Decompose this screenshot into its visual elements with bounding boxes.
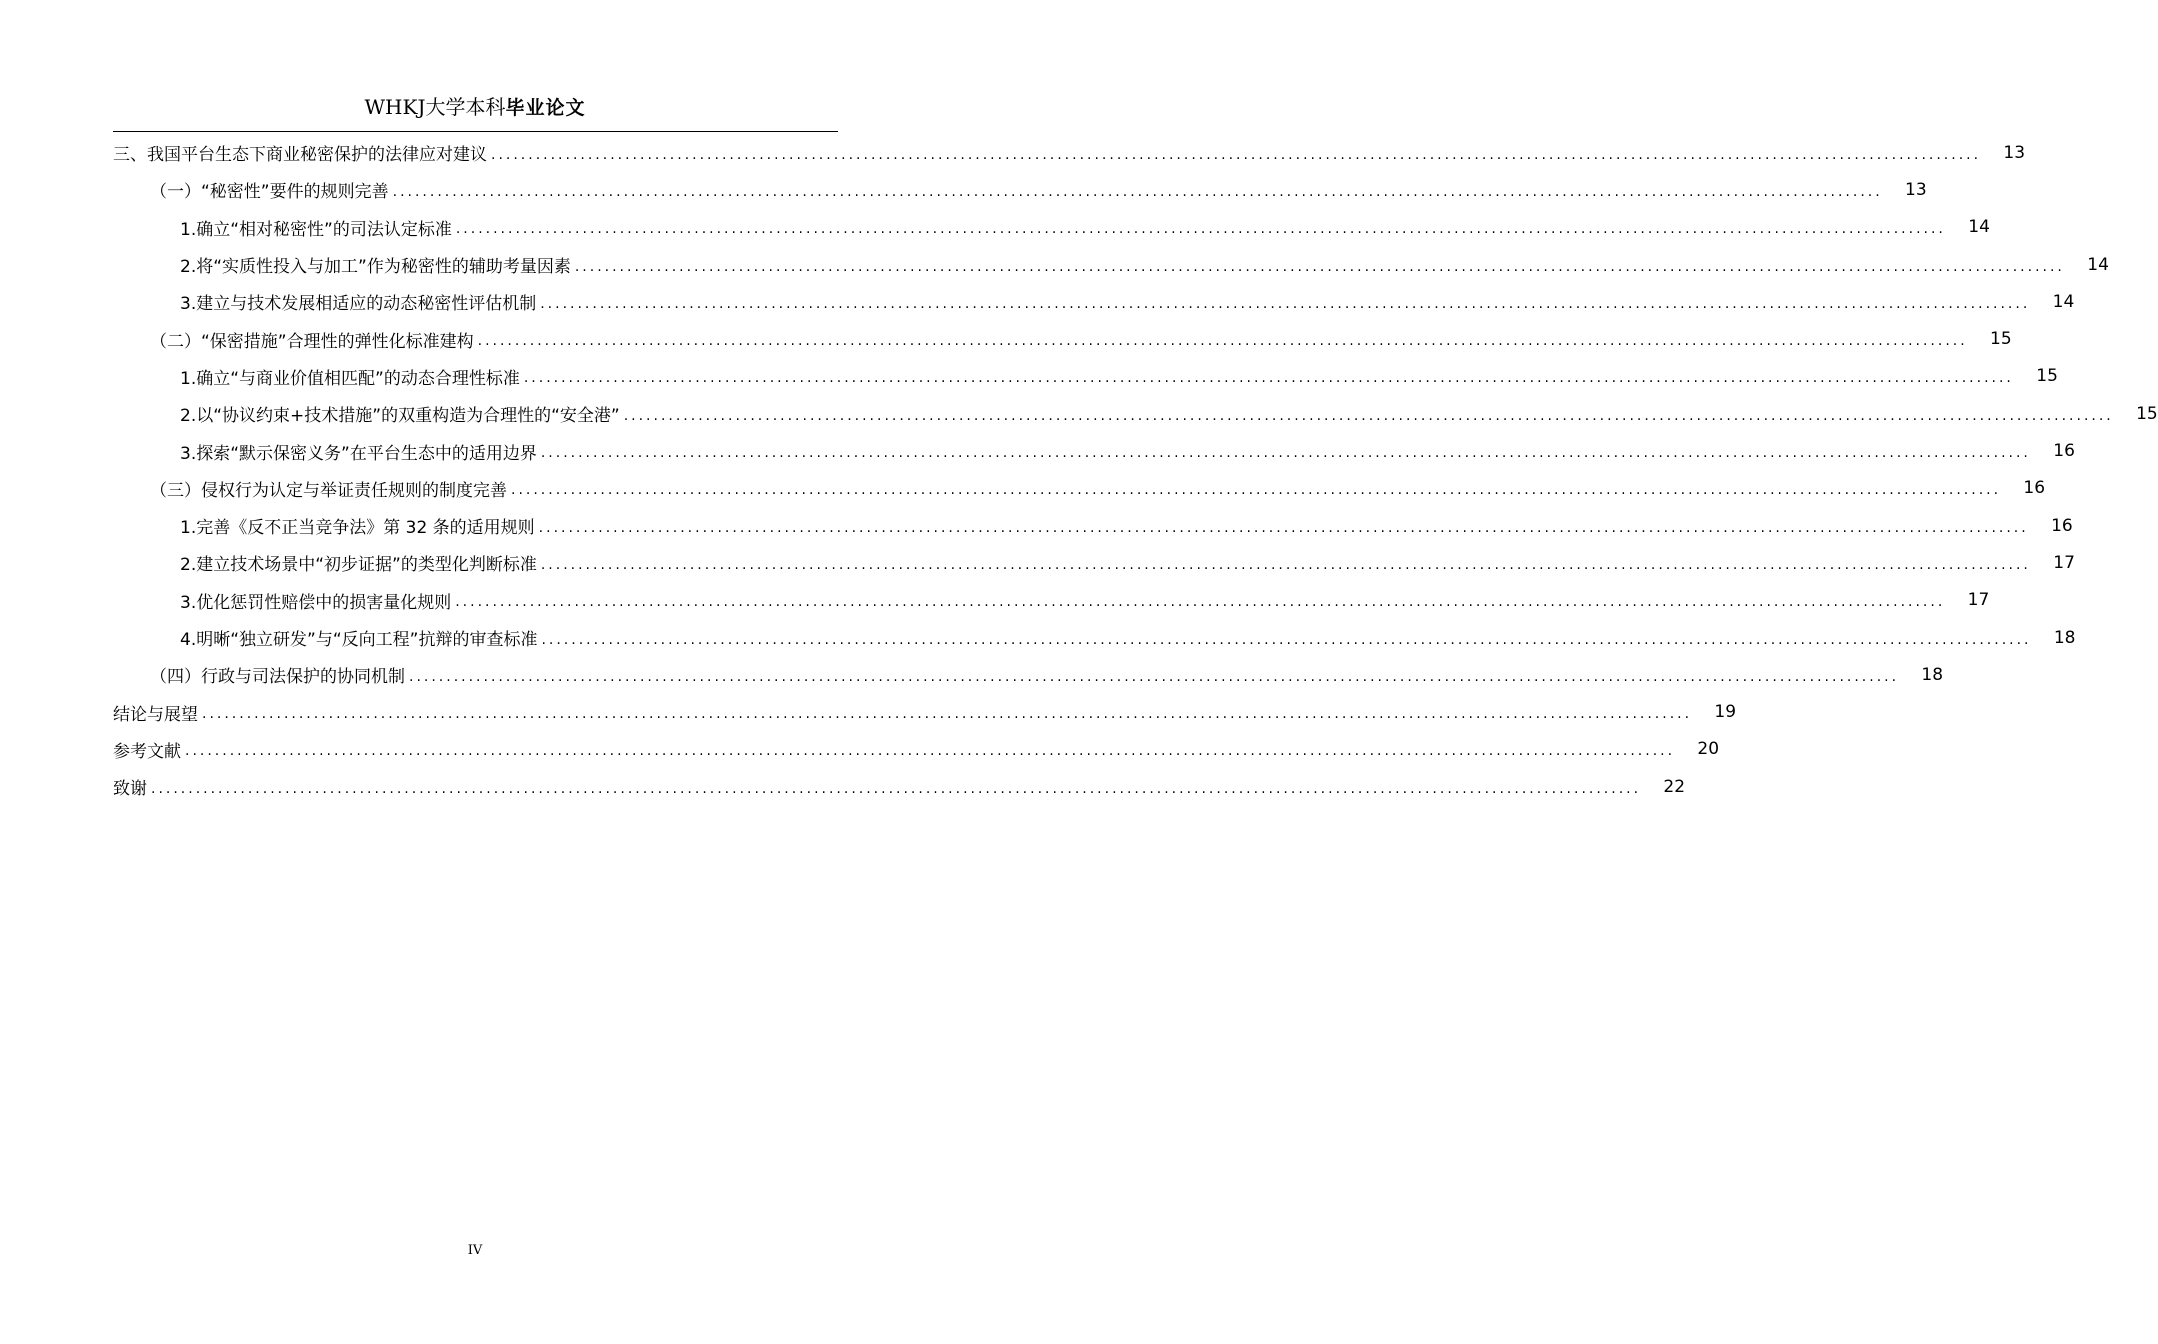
toc-dot-leader: ........................................................................................................................................................................................................ bbox=[202, 706, 1693, 723]
toc-entry-page: 15 bbox=[1990, 329, 2012, 350]
toc-entry[interactable] bbox=[0, 731, 1720, 768]
toc-entry[interactable] bbox=[0, 544, 2075, 581]
toc-entry-page: 14 bbox=[2052, 291, 2075, 312]
toc-entry-page: 20 bbox=[1697, 739, 1720, 760]
toc-entry-page: 14 bbox=[2087, 254, 2109, 275]
header-title-main: WHKJ大学本科 bbox=[364, 95, 506, 119]
page-header bbox=[0, 93, 950, 122]
toc-dot-leader: ........................................................................................................................................................................................................ bbox=[540, 556, 2031, 573]
toc-entry-page: 13 bbox=[1905, 179, 1927, 200]
toc-entry-page: 17 bbox=[1967, 590, 1990, 611]
toc-entry-page: 18 bbox=[1921, 664, 1944, 685]
toc-entry[interactable] bbox=[0, 432, 2075, 469]
toc-entry-title: 4.明晰“独立研发”与“反向工程”抗辩的审查标准 bbox=[180, 630, 538, 650]
toc-entry[interactable] bbox=[0, 134, 2026, 171]
header-rule bbox=[113, 131, 838, 132]
toc-entry[interactable] bbox=[0, 283, 2075, 320]
toc-entry-page: 15 bbox=[2136, 403, 2158, 424]
table-of-contents bbox=[0, 134, 2158, 805]
toc-entry-page: 15 bbox=[2036, 366, 2058, 387]
toc-entry-title: 3.探索“默示保密义务”在平台生态中的适用边界 bbox=[180, 443, 537, 464]
toc-entry-title: （四）行政与司法保护的协同机制 bbox=[150, 667, 405, 688]
toc-entry-page: 13 bbox=[2003, 142, 2026, 163]
toc-entry-page: 14 bbox=[1968, 217, 1990, 238]
toc-entry-title: 参考文献 bbox=[113, 741, 181, 762]
toc-entry[interactable] bbox=[0, 507, 2073, 544]
toc-entry-page: 16 bbox=[2023, 478, 2046, 499]
toc-dot-leader: ........................................................................................................................................................................................................ bbox=[540, 445, 2031, 462]
toc-dot-leader: ........................................................................................................................................................................................................ bbox=[538, 519, 2029, 536]
toc-entry-title: 1.完善《反不正当竞争法》第 32 条的适用规则 bbox=[180, 518, 535, 539]
toc-entry[interactable] bbox=[0, 171, 1927, 208]
toc-entry-title: 致谢 bbox=[113, 779, 147, 800]
toc-dot-leader: ........................................................................................................................................................................................................ bbox=[511, 482, 2002, 499]
toc-entry-title: 结论与展望 bbox=[113, 704, 198, 725]
toc-entry[interactable] bbox=[0, 619, 2076, 656]
toc-entry-title: （二）“保密措施”合理性的弹性化标准建构 bbox=[150, 331, 474, 352]
toc-entry-title: 3.优化惩罚性赔偿中的损害量化规则 bbox=[180, 592, 452, 613]
toc-entry-title: 2.建立技术场景中“初步证据”的类型化判断标准 bbox=[180, 555, 537, 576]
toc-dot-leader: ........................................................................................................................................................................................................ bbox=[151, 780, 1642, 797]
toc-dot-leader: ........................................................................................................................................................................................................ bbox=[574, 258, 2065, 275]
toc-entry[interactable] bbox=[0, 358, 2058, 395]
toc-dot-leader: ........................................................................................................................................................................................................ bbox=[409, 668, 1900, 685]
toc-dot-leader: ........................................................................................................................................................................................................ bbox=[185, 743, 1676, 760]
toc-entry-title: 3.建立与技术发展相适应的动态秘密性评估机制 bbox=[180, 294, 537, 315]
toc-dot-leader: ........................................................................................................................................................................................................ bbox=[541, 631, 2032, 648]
toc-entry-page: 19 bbox=[1714, 702, 1737, 723]
toc-entry-page: 22 bbox=[1663, 776, 1686, 797]
toc-dot-leader: ........................................................................................................................................................................................................ bbox=[623, 407, 2114, 424]
toc-dot-leader: ........................................................................................................................................................................................................ bbox=[455, 594, 1946, 611]
toc-entry[interactable] bbox=[0, 320, 2012, 357]
toc-entry[interactable] bbox=[0, 209, 1990, 246]
toc-entry[interactable] bbox=[0, 246, 2109, 283]
toc-dot-leader: ........................................................................................................................................................................................................ bbox=[540, 295, 2031, 312]
toc-entry-page: 16 bbox=[2053, 441, 2075, 462]
toc-entry-page: 16 bbox=[2051, 515, 2073, 536]
header-title-bold: 毕业论文 bbox=[505, 97, 586, 119]
toc-entry[interactable] bbox=[0, 582, 1990, 619]
toc-entry-title: 三、我国平台生态下商业秘密保护的法律应对建议 bbox=[113, 145, 487, 166]
toc-entry-page: 17 bbox=[2053, 552, 2075, 573]
toc-entry-title: （一）“秘密性”要件的规则完善 bbox=[150, 182, 389, 203]
toc-dot-leader: ........................................................................................................................................................................................................ bbox=[392, 183, 1883, 200]
toc-dot-leader: ........................................................................................................................................................................................................ bbox=[523, 370, 2014, 387]
toc-dot-leader: ........................................................................................................................................................................................................ bbox=[455, 221, 1946, 238]
page-number: IV bbox=[467, 1243, 483, 1258]
toc-entry[interactable] bbox=[0, 768, 1686, 805]
toc-entry-title: 2.将“实质性投入与加工”作为秘密性的辅助考量因素 bbox=[180, 257, 571, 278]
toc-entry[interactable] bbox=[0, 395, 2158, 432]
toc-entry-title: 2.以“协议约束+技术措施”的双重构造为合理性的“安全港” bbox=[180, 406, 620, 427]
toc-entry[interactable] bbox=[0, 656, 1944, 693]
toc-dot-leader: ........................................................................................................................................................................................................ bbox=[491, 146, 1982, 163]
toc-entry-title: 1.确立“与商业价值相匹配”的动态合理性标准 bbox=[180, 368, 520, 389]
toc-entry-title: 1.确立“相对秘密性”的司法认定标准 bbox=[180, 219, 452, 240]
toc-entry-page: 18 bbox=[2053, 627, 2076, 648]
toc-entry[interactable] bbox=[0, 470, 2046, 507]
toc-dot-leader: ........................................................................................................................................................................................................ bbox=[477, 333, 1968, 350]
toc-entry-title: （三）侵权行为认定与举证责任规则的制度完善 bbox=[150, 480, 507, 501]
toc-entry[interactable] bbox=[0, 693, 1737, 730]
